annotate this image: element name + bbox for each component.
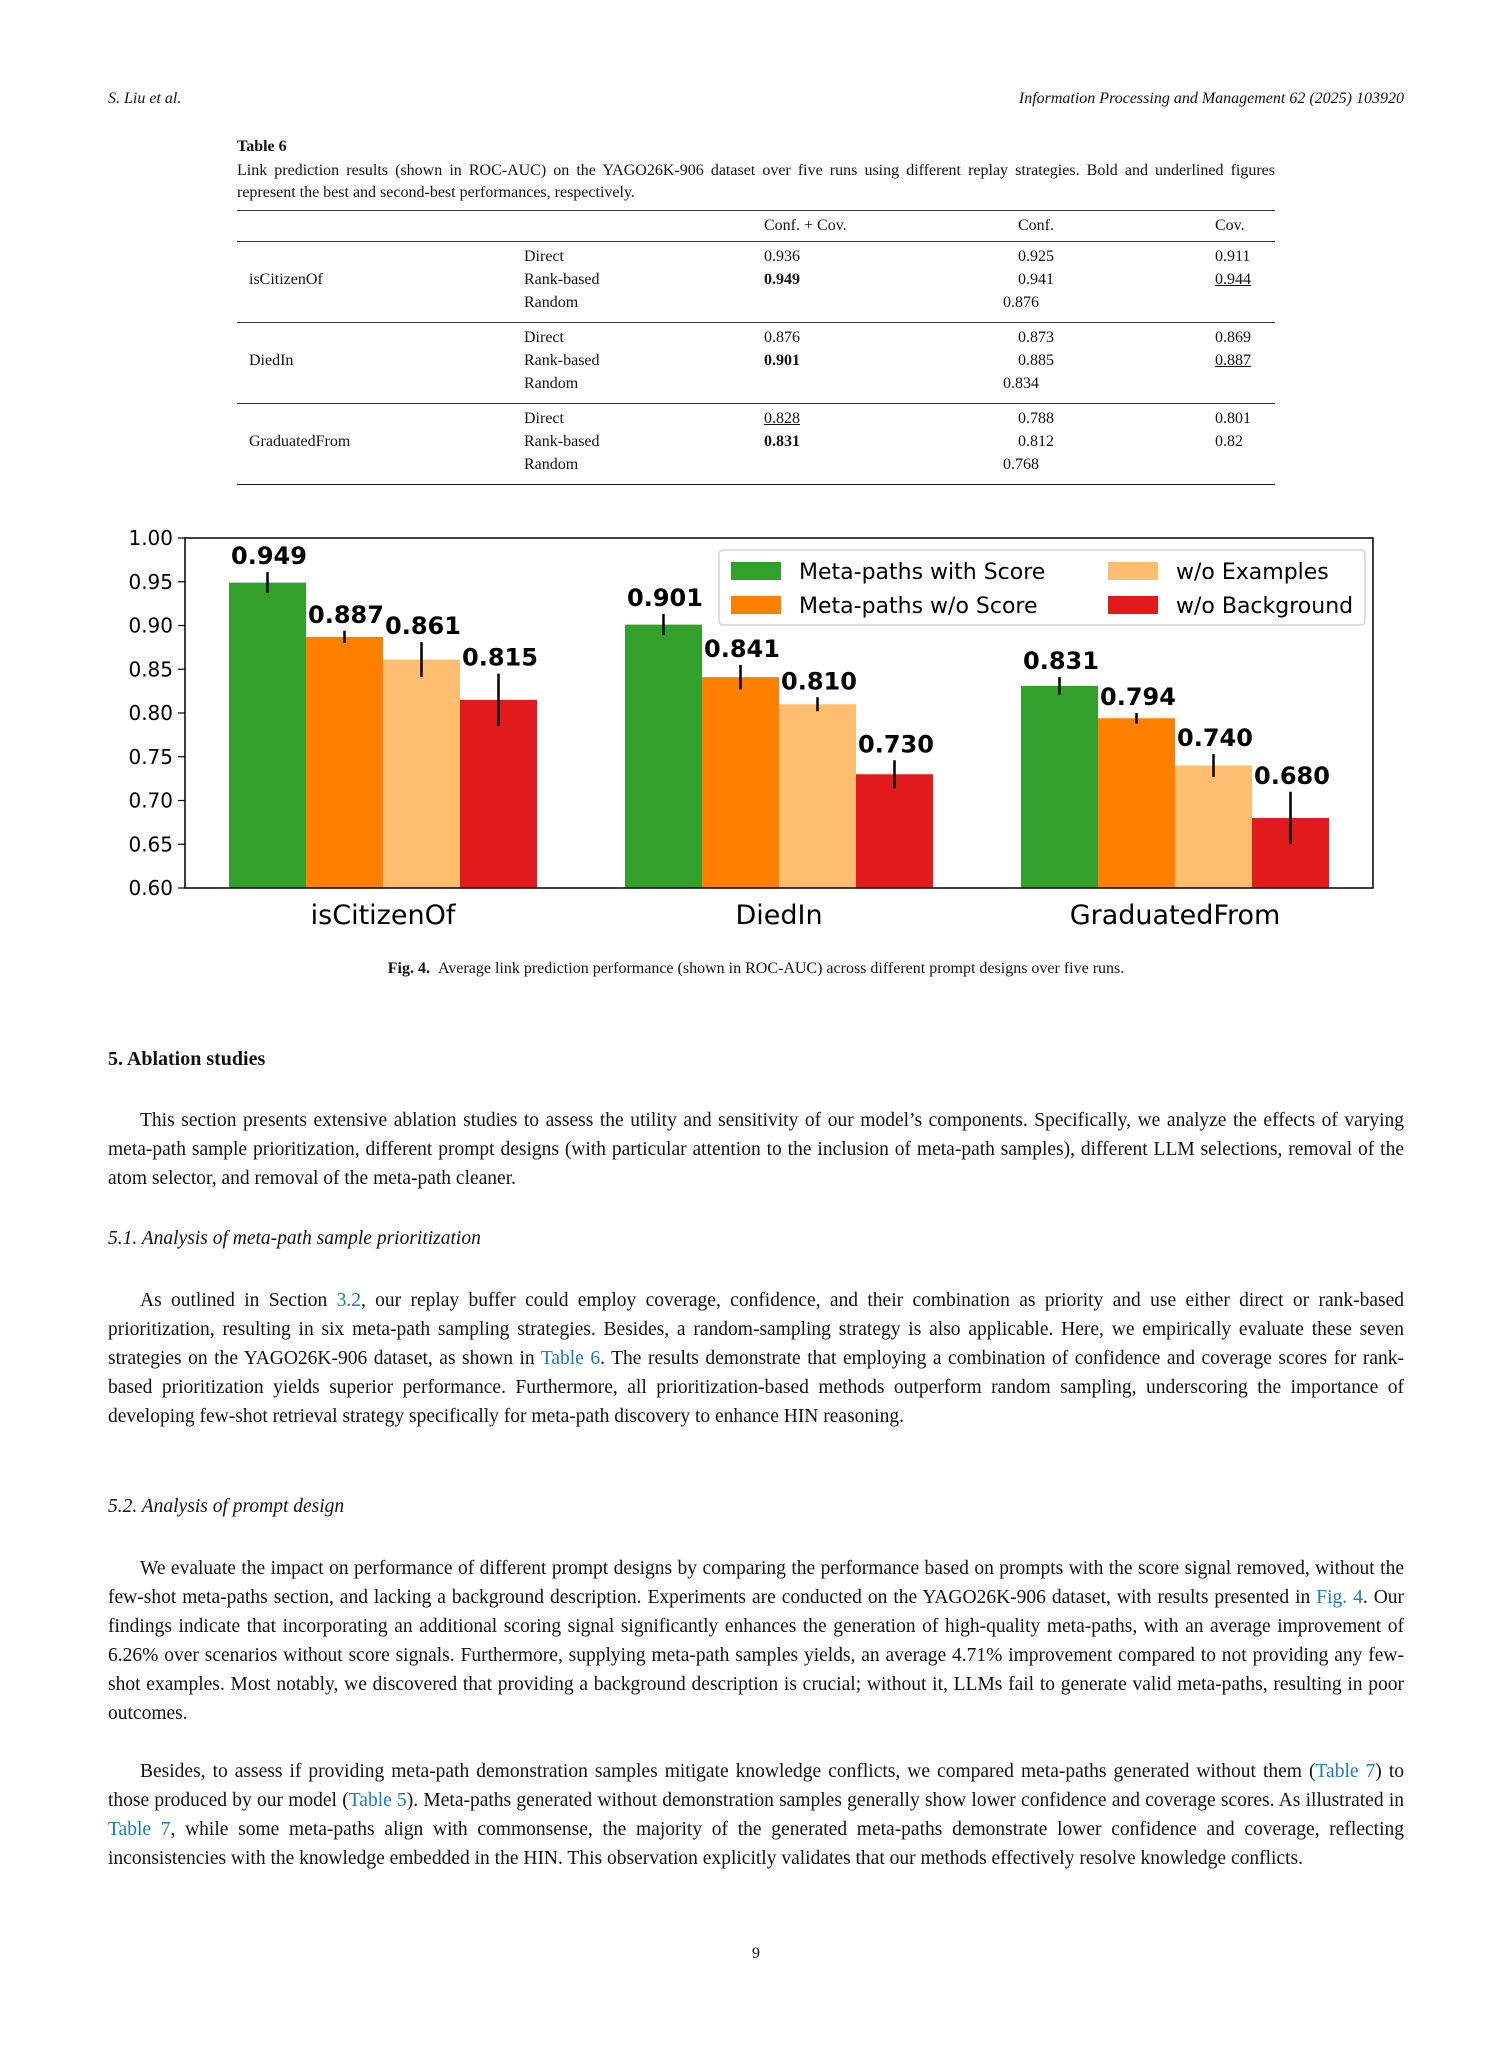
bar — [460, 700, 537, 888]
table-bottom-rule — [237, 484, 1275, 485]
strategy-label: Rank-based — [524, 271, 600, 288]
table-cell: 0.936 — [764, 248, 800, 265]
table-cell: 0.768 — [1003, 456, 1039, 473]
data-label: 0.680 — [1254, 761, 1330, 790]
x-tick-label: DiedIn — [735, 900, 823, 931]
table-row — [237, 271, 1275, 294]
strategy-label: Direct — [524, 329, 564, 346]
legend-entry: Meta-paths with Score — [799, 560, 1046, 585]
table-cell: 0.869 — [1215, 329, 1251, 346]
table-cell: 0.812 — [1018, 433, 1054, 450]
text: ) to those produced by our model ( — [108, 1761, 1404, 1811]
paragraph-5-1 — [108, 1286, 1404, 1431]
table-cell-best: 0.831 — [764, 433, 800, 450]
legend-swatch — [731, 596, 781, 614]
column-header: Conf. + Cov. — [764, 217, 847, 234]
y-tick-label: 0.75 — [128, 744, 173, 769]
x-tick-label: GraduatedFrom — [1069, 900, 1281, 931]
figure-label: Fig. 4. — [387, 960, 430, 977]
page-number: 9 — [752, 1945, 760, 1962]
y-tick-label: 0.60 — [128, 876, 173, 900]
legend-swatch — [1108, 562, 1158, 580]
bar — [779, 704, 856, 888]
data-label: 0.730 — [858, 730, 934, 759]
bar — [1021, 686, 1098, 888]
figure-4 — [100, 515, 1400, 995]
column-header: Cov. — [1215, 217, 1245, 234]
figure-caption-text: Average link prediction performance (shown in ROC-AUC) across different prompt designs over five runs. — [437, 960, 1125, 977]
table-cell-second: 0.828 — [764, 410, 800, 427]
strategy-label: Rank-based — [524, 352, 600, 369]
subsection-title-5-2: 5.2. Analysis of prompt design — [108, 1496, 345, 1517]
table-cell: 0.834 — [1003, 375, 1039, 392]
y-tick-label: 1.00 — [128, 526, 173, 550]
bar — [383, 660, 460, 888]
table-cell: 0.788 — [1018, 410, 1054, 427]
section-link[interactable]: 3.2 — [336, 1290, 361, 1311]
table-cell: 0.876 — [1003, 294, 1039, 311]
table-cell-second: 0.887 — [1215, 352, 1251, 369]
data-label: 0.861 — [385, 612, 461, 641]
subsection-title-5-1: 5.1. Analysis of meta-path sample prioritization — [108, 1228, 481, 1249]
table-cell: 0.885 — [1018, 352, 1054, 369]
table-label: Table 6 — [237, 138, 287, 155]
strategy-label: Direct — [524, 410, 564, 427]
table-row — [237, 248, 1275, 271]
table-cell: 0.941 — [1018, 271, 1054, 288]
legend-swatch — [731, 562, 781, 580]
strategy-label: Random — [524, 375, 579, 392]
table-group — [237, 242, 1275, 322]
table-row — [237, 456, 1275, 479]
table-cell-second: 0.944 — [1215, 271, 1251, 288]
table-6 — [237, 138, 1275, 485]
data-label: 0.949 — [231, 542, 307, 571]
table-cell: 0.925 — [1018, 248, 1054, 265]
section-intro-paragraph: This section presents extensive ablation studies to assess the utility and sensitivity of our model’s components. Specifically, we analyze the effects of varying meta-path sample prioritization, different prompt designs (with particular attention to the inclusion of meta-path samples), different LLM selections, removal of the atom selector, and removal of the meta-path cleaner. — [108, 1110, 1404, 1189]
y-tick-label: 0.90 — [128, 613, 173, 638]
bar — [625, 625, 702, 888]
table-link[interactable]: Table 7 — [1315, 1761, 1376, 1782]
text: As outlined in Section — [140, 1290, 337, 1311]
table-row — [237, 433, 1275, 456]
table-row — [237, 294, 1275, 317]
table-cell: 0.876 — [764, 329, 800, 346]
legend-entry: Meta-paths w/o Score — [799, 594, 1038, 619]
text: We evaluate the impact on performance of different prompt designs by comparing the performance based on prompts with the score signal removed, without the few-shot meta-paths section, and lacking a background description. Experiments are conducted on the YAGO26K-906 dataset, with results presented in — [108, 1558, 1404, 1608]
legend-entry: w/o Examples — [1176, 560, 1329, 585]
y-tick-label: 0.65 — [128, 832, 173, 857]
data-label: 0.740 — [1177, 724, 1253, 753]
bar — [1175, 766, 1252, 889]
paragraph-5-2-b — [108, 1757, 1404, 1873]
table-group — [237, 404, 1275, 484]
bar — [1098, 718, 1175, 888]
relation-label: isCitizenOf — [249, 271, 323, 288]
text: . The results demonstrate that employing a combination of confidence and coverage scores for rank-based prioritization yields superior performance. Furthermore, all prioritization-based methods outperform random sampling, underscoring the importance of developing few-shot retrieval strategy specifically for meta-path discovery to enhance HIN reasoning. — [108, 1348, 1404, 1427]
table-row — [237, 375, 1275, 398]
table-row — [237, 329, 1275, 352]
legend-swatch — [1108, 596, 1158, 614]
y-tick-label: 0.85 — [128, 657, 173, 682]
paragraph-5-2-a — [108, 1554, 1404, 1728]
table-cell: 0.873 — [1018, 329, 1054, 346]
running-header-authors: S. Liu et al. — [108, 90, 182, 107]
text: ). Meta-paths generated without demonstration samples generally show lower confidence and coverage scores. As illustrated in — [406, 1790, 1404, 1811]
bar — [856, 774, 933, 888]
bar-chart — [100, 515, 1400, 955]
table-group — [237, 323, 1275, 403]
running-header-journal: Information Processing and Management 62 (2025) 103920 — [1018, 90, 1404, 107]
table-cell: 0.911 — [1215, 248, 1251, 265]
text: Besides, to assess if providing meta-path demonstration samples mitigate knowledge conflicts, we compared meta-paths generated without them ( — [140, 1761, 1316, 1782]
text: . Our findings indicate that incorporating an additional scoring signal significantly enhances the generation of high-quality meta-paths, with an average improvement of 6.26% over scenarios without score signals. Furthermore, supplying meta-path samples yields, an average 4.71% improvement compared to not providing any few-shot examples. Most notably, we discovered that providing a background description is crucial; without it, LLMs fail to generate valid meta-paths, resulting in poor outcomes. — [108, 1587, 1405, 1724]
table-row — [237, 410, 1275, 433]
bar — [702, 677, 779, 888]
figure-caption — [0, 960, 1512, 978]
relation-label: DiedIn — [249, 352, 294, 369]
legend-entry: w/o Background — [1176, 594, 1354, 619]
data-label: 0.841 — [704, 634, 780, 663]
table-row — [237, 352, 1275, 375]
figure-link[interactable]: Fig. 4 — [1316, 1587, 1363, 1608]
strategy-label: Random — [524, 294, 579, 311]
table-cell-best: 0.949 — [764, 271, 800, 288]
table-link[interactable]: Table 7 — [108, 1819, 171, 1840]
section-title: 5. Ablation studies — [108, 1048, 266, 1070]
table-link[interactable]: Table 5 — [348, 1790, 407, 1811]
strategy-label: Random — [524, 456, 579, 473]
table-cell: 0.82 — [1215, 433, 1243, 450]
text: , while some meta-paths align with commonsense, the majority of the generated meta-paths demonstrate lower confidence and coverage, reflecting inconsistencies with the knowledge embedded in the HIN. This observation explicitly validates that our methods effectively resolve knowledge conflicts. — [108, 1819, 1404, 1869]
table-caption: Link prediction results (shown in ROC-AUC) on the YAGO26K-906 dataset over five runs using different replay strategies. Bold and underlined figures represent the best and second-best performances, respectively. — [237, 162, 1275, 201]
x-tick-label: isCitizenOf — [310, 900, 456, 931]
y-tick-label: 0.80 — [128, 701, 173, 725]
data-label: 0.815 — [462, 643, 538, 672]
table-cell-best: 0.901 — [764, 352, 800, 369]
text: , our replay buffer could employ coverage, confidence, and their combination as priority and use either direct or rank-based prioritization, resulting in six meta-path sampling strategies. Besides, a random-sampling strategy is also applicable. Here, we empirically evaluate these seven strategies on the YAGO26K-906 dataset, as shown in — [108, 1290, 1404, 1369]
table-header-row — [237, 211, 1275, 241]
data-label: 0.831 — [1023, 647, 1099, 676]
data-label: 0.887 — [308, 600, 384, 629]
relation-label: GraduatedFrom — [249, 433, 351, 450]
strategy-label: Rank-based — [524, 433, 600, 450]
data-label: 0.810 — [781, 667, 857, 696]
bar — [306, 637, 383, 888]
y-tick-label: 0.95 — [128, 569, 173, 594]
data-label: 0.794 — [1100, 683, 1176, 711]
bar — [229, 583, 306, 888]
table-cell: 0.801 — [1215, 410, 1251, 427]
table-link[interactable]: Table 6 — [540, 1348, 601, 1369]
data-label: 0.901 — [627, 584, 703, 613]
y-tick-label: 0.70 — [128, 788, 173, 813]
column-header: Conf. — [1018, 217, 1054, 234]
strategy-label: Direct — [524, 248, 564, 265]
